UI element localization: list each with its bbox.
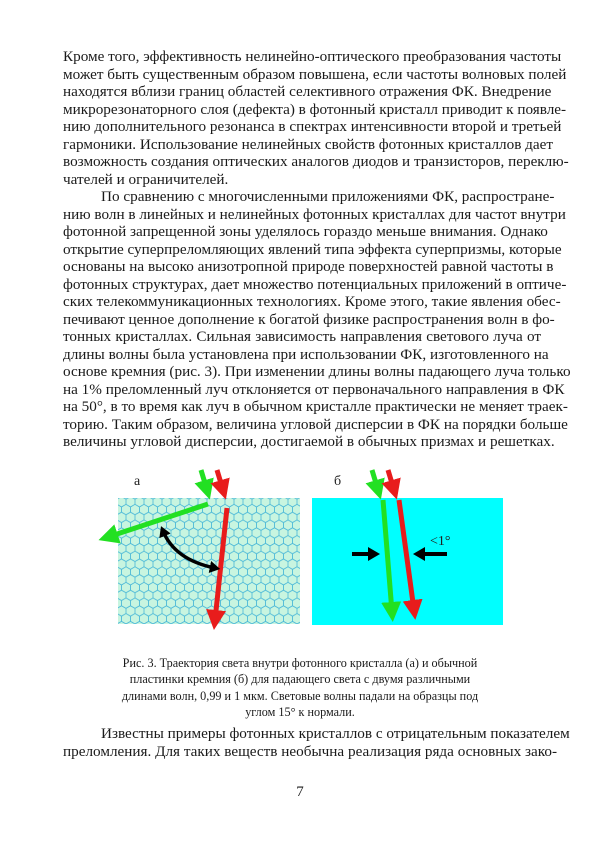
page-number: 7: [296, 784, 304, 800]
text-line: фотонной запрещенной зоны уделялось гораздо меньше внимания. Однако: [63, 223, 548, 240]
text-line: нию волн в линейных и нелинейных фотонных кристаллах для частот внутри: [63, 205, 566, 223]
text-line: фотонных структурах, дает множество потенциальных приложений в оптиче-: [63, 275, 567, 293]
text-line: находятся вблизи границ областей селективного отражения ФК. Внедрение: [63, 83, 552, 100]
incident-red-beam-arrow-b: [388, 470, 394, 490]
text-line: ских телекоммуникационных технологиях. Кроме этого, такие явления обес-: [63, 293, 561, 310]
incident-red-beam-arrow-a: [217, 470, 223, 490]
photonic-crystal-lattice: [118, 498, 300, 624]
text-line: на 50°, в то время как луч в обычном кристалле практически не меняет траек-: [63, 398, 568, 415]
text-line: основаны на высоко анизотропной природе поверхностей равной частоты в: [63, 258, 554, 275]
paragraph-negative-refraction: [63, 725, 570, 760]
text-line: микрорезонаторного слоя (дефекта) в фотонный кристалл приводит к появле-: [63, 100, 567, 118]
text-line: торию. Таким образом, величина угловой дисперсии в ФК на порядки больше: [63, 415, 568, 433]
text-line: открытие суперпреломляющих явлений типа эффекта суперпризмы, которые: [63, 240, 562, 258]
caption-line: длинами волн, 0,99 и 1 мкм. Световые волны падали на образцы под: [121, 688, 479, 703]
incident-green-beam-arrow-a: [201, 470, 207, 490]
text-line: По сравнению с многочисленными приложениями ФК, распростране-: [101, 188, 555, 205]
panel-b-label: б: [334, 474, 342, 489]
caption-line: Рис. 3. Траектория света внутри фотонного кристалла (а) и обычной: [122, 656, 478, 670]
text-line: Кроме того, эффективность нелинейно-оптического преобразования частоты: [63, 48, 562, 65]
text-line: длины волны была установлена при использовании ФК, изготовленного на: [63, 345, 549, 363]
caption-line: углом 15° к нормали.: [245, 704, 355, 719]
text-line: на 1% преломленный луч отклоняется от первоначального направления в ФК: [63, 380, 565, 398]
panel-a-label: а: [134, 474, 141, 489]
text-line: нию дополнительного резонанса в спектрах интенсивности второй и третьей: [63, 118, 562, 135]
text-line: гармоники. Использование нелинейных свойств фотонных кристаллов дает: [63, 135, 554, 153]
angle-label: <1°: [430, 534, 451, 549]
text-line: величины угловой дисперсии, достигаемой в обычных призмах и решетках.: [63, 433, 555, 450]
text-line: преломления. Для таких веществ необычна реализация ряда основных зако-: [63, 742, 558, 760]
text-line: печивают ценное дополнение к богатой физике распространения волн в фо-: [63, 310, 555, 328]
text-line: может быть существенным образом повышена, если частоты волновых полей: [63, 65, 567, 83]
incident-green-beam-arrow-b: [372, 470, 378, 490]
text-line: тонных кристаллах. Сильная зависимость направления светового луча от: [63, 328, 541, 345]
text-line: Известны примеры фотонных кристаллов с отрицательным показателем: [101, 725, 570, 742]
text-line: возможность создания оптических аналогов диодов и транзисторов, переклю-: [63, 153, 569, 170]
text-line: основе кремния (рис. 3). При изменении длины волны падающего луча только: [63, 363, 571, 380]
caption-line: пластинки кремния (б) для падающего света с двумя различными: [129, 672, 471, 687]
figure-caption: [100, 655, 500, 720]
text-line: чателей и ограничителей.: [63, 170, 229, 188]
